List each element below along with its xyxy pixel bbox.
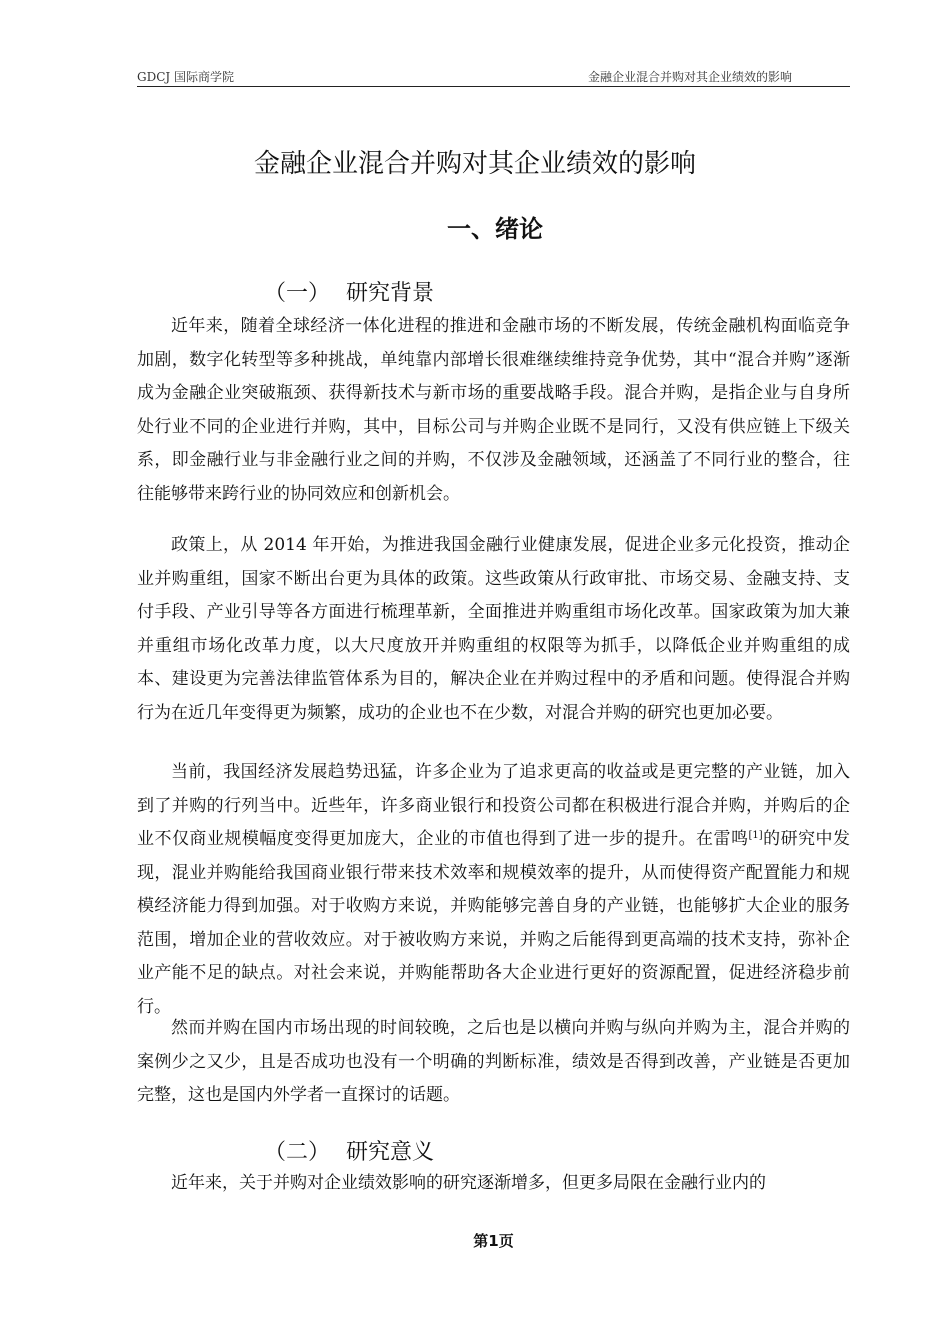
paragraph: 然而并购在国内市场出现的时间较晚，之后也是以横向并购与纵向并购为主，混合并购的案例少之又少，且是否成功也没有一个明确的判断标准，绩效是否得到改善，产业链是否更加完整，这也是国内外学者一直探讨的话题。 [137, 1018, 850, 1105]
section-heading-background [264, 279, 434, 309]
paragraph: 近年来，关于并购对企业绩效影响的研究逐渐增多，但更多局限在金融行业内的 [171, 1173, 766, 1193]
document-title: 金融企业混合并购对其企业绩效的影响 [253, 149, 696, 179]
section-title-text: 研究背景 [346, 281, 435, 306]
paragraph: 政策上，从 2014 年开始，为推进我国金融行业健康发展，促进企业多元化投资，推动企业并购重组，国家不断出台更为具体的政策。这些政策从行政审批、市场交易、金融支持、支付手段、产业引导等各方面进行梳理革新，全面推进并购重组市场化改革。国家政策为加大兼并重组市场化改革力度，以大尺度放开并购重组的权限等为抓手，以降低企业并购重组的成本、建设更为完善法律监管体系为目的，解决企业在并购过程中的矛盾和问题。使得混合并购行为在近几年变得更为频繁，成功的企业也不在少数，对混合并购的研究也更加必要。 [137, 535, 850, 723]
citation-reference[interactable]: [1] [748, 830, 763, 841]
paragraph-text: 当前，我国经济发展趋势迅猛，许多企业为了追求更高的收益或是更完整的产业链，加入到了并购的行列当中。近些年，许多商业银行和投资公司都在积极进行混合并购，并购后的企业不仅商业规模幅度变得更加庞大，企业的市值也得到了进一步的提升。在雷鸣 [137, 762, 850, 849]
paragraph: 近年来，随着全球经济一体化进程的推进和金融市场的不断发展，传统金融机构面临竞争加剧，数字化转型等多种挑战，单纯靠内部增长很难继续维持竞争优势，其中“混合并购”逐渐成为金融企业突破瓶颈、获得新技术与新市场的重要战略手段。混合并购，是指企业与自身所处行业不同的企业进行并购，其中，目标公司与并购企业既不是同行，又没有供应链上下级关系，即金融行业与非金融行业之间的并购，不仅涉及金融领域，还涵盖了不同行业的整合，往往能够带来跨行业的协同效应和创新机会。 [137, 316, 850, 504]
chapter-heading: 一、绪论 [447, 215, 543, 243]
section-number: （一） [264, 281, 331, 306]
header-school: GDCJ 国际商学院 [137, 70, 235, 84]
paragraph-text: 的研究中发现，混业并购能给我国商业银行带来技术效率和规模效率的提升，从而使得资产配置能力和规模经济能力得到加强。对于收购方来说，并购能够完善自身的产业链，也能够扩大企业的服务范围，增加企业的营收效应。对于被收购方来说，并购之后能得到更高端的技术支持，弥补企业产能不足的缺点。对社会来说，并购能帮助各大企业进行更好的资源配置，促进经济稳步前行。 [137, 829, 851, 1017]
section-heading-significance [264, 1138, 434, 1168]
page-header [137, 66, 850, 87]
section-title-text: 研究意义 [346, 1140, 435, 1165]
section-number: （二） [264, 1140, 331, 1165]
paragraph [137, 756, 850, 1024]
header-running-title: 金融企业混合并购对其企业绩效的影响 [587, 70, 792, 84]
page-number: 第1页 [473, 1232, 514, 1250]
